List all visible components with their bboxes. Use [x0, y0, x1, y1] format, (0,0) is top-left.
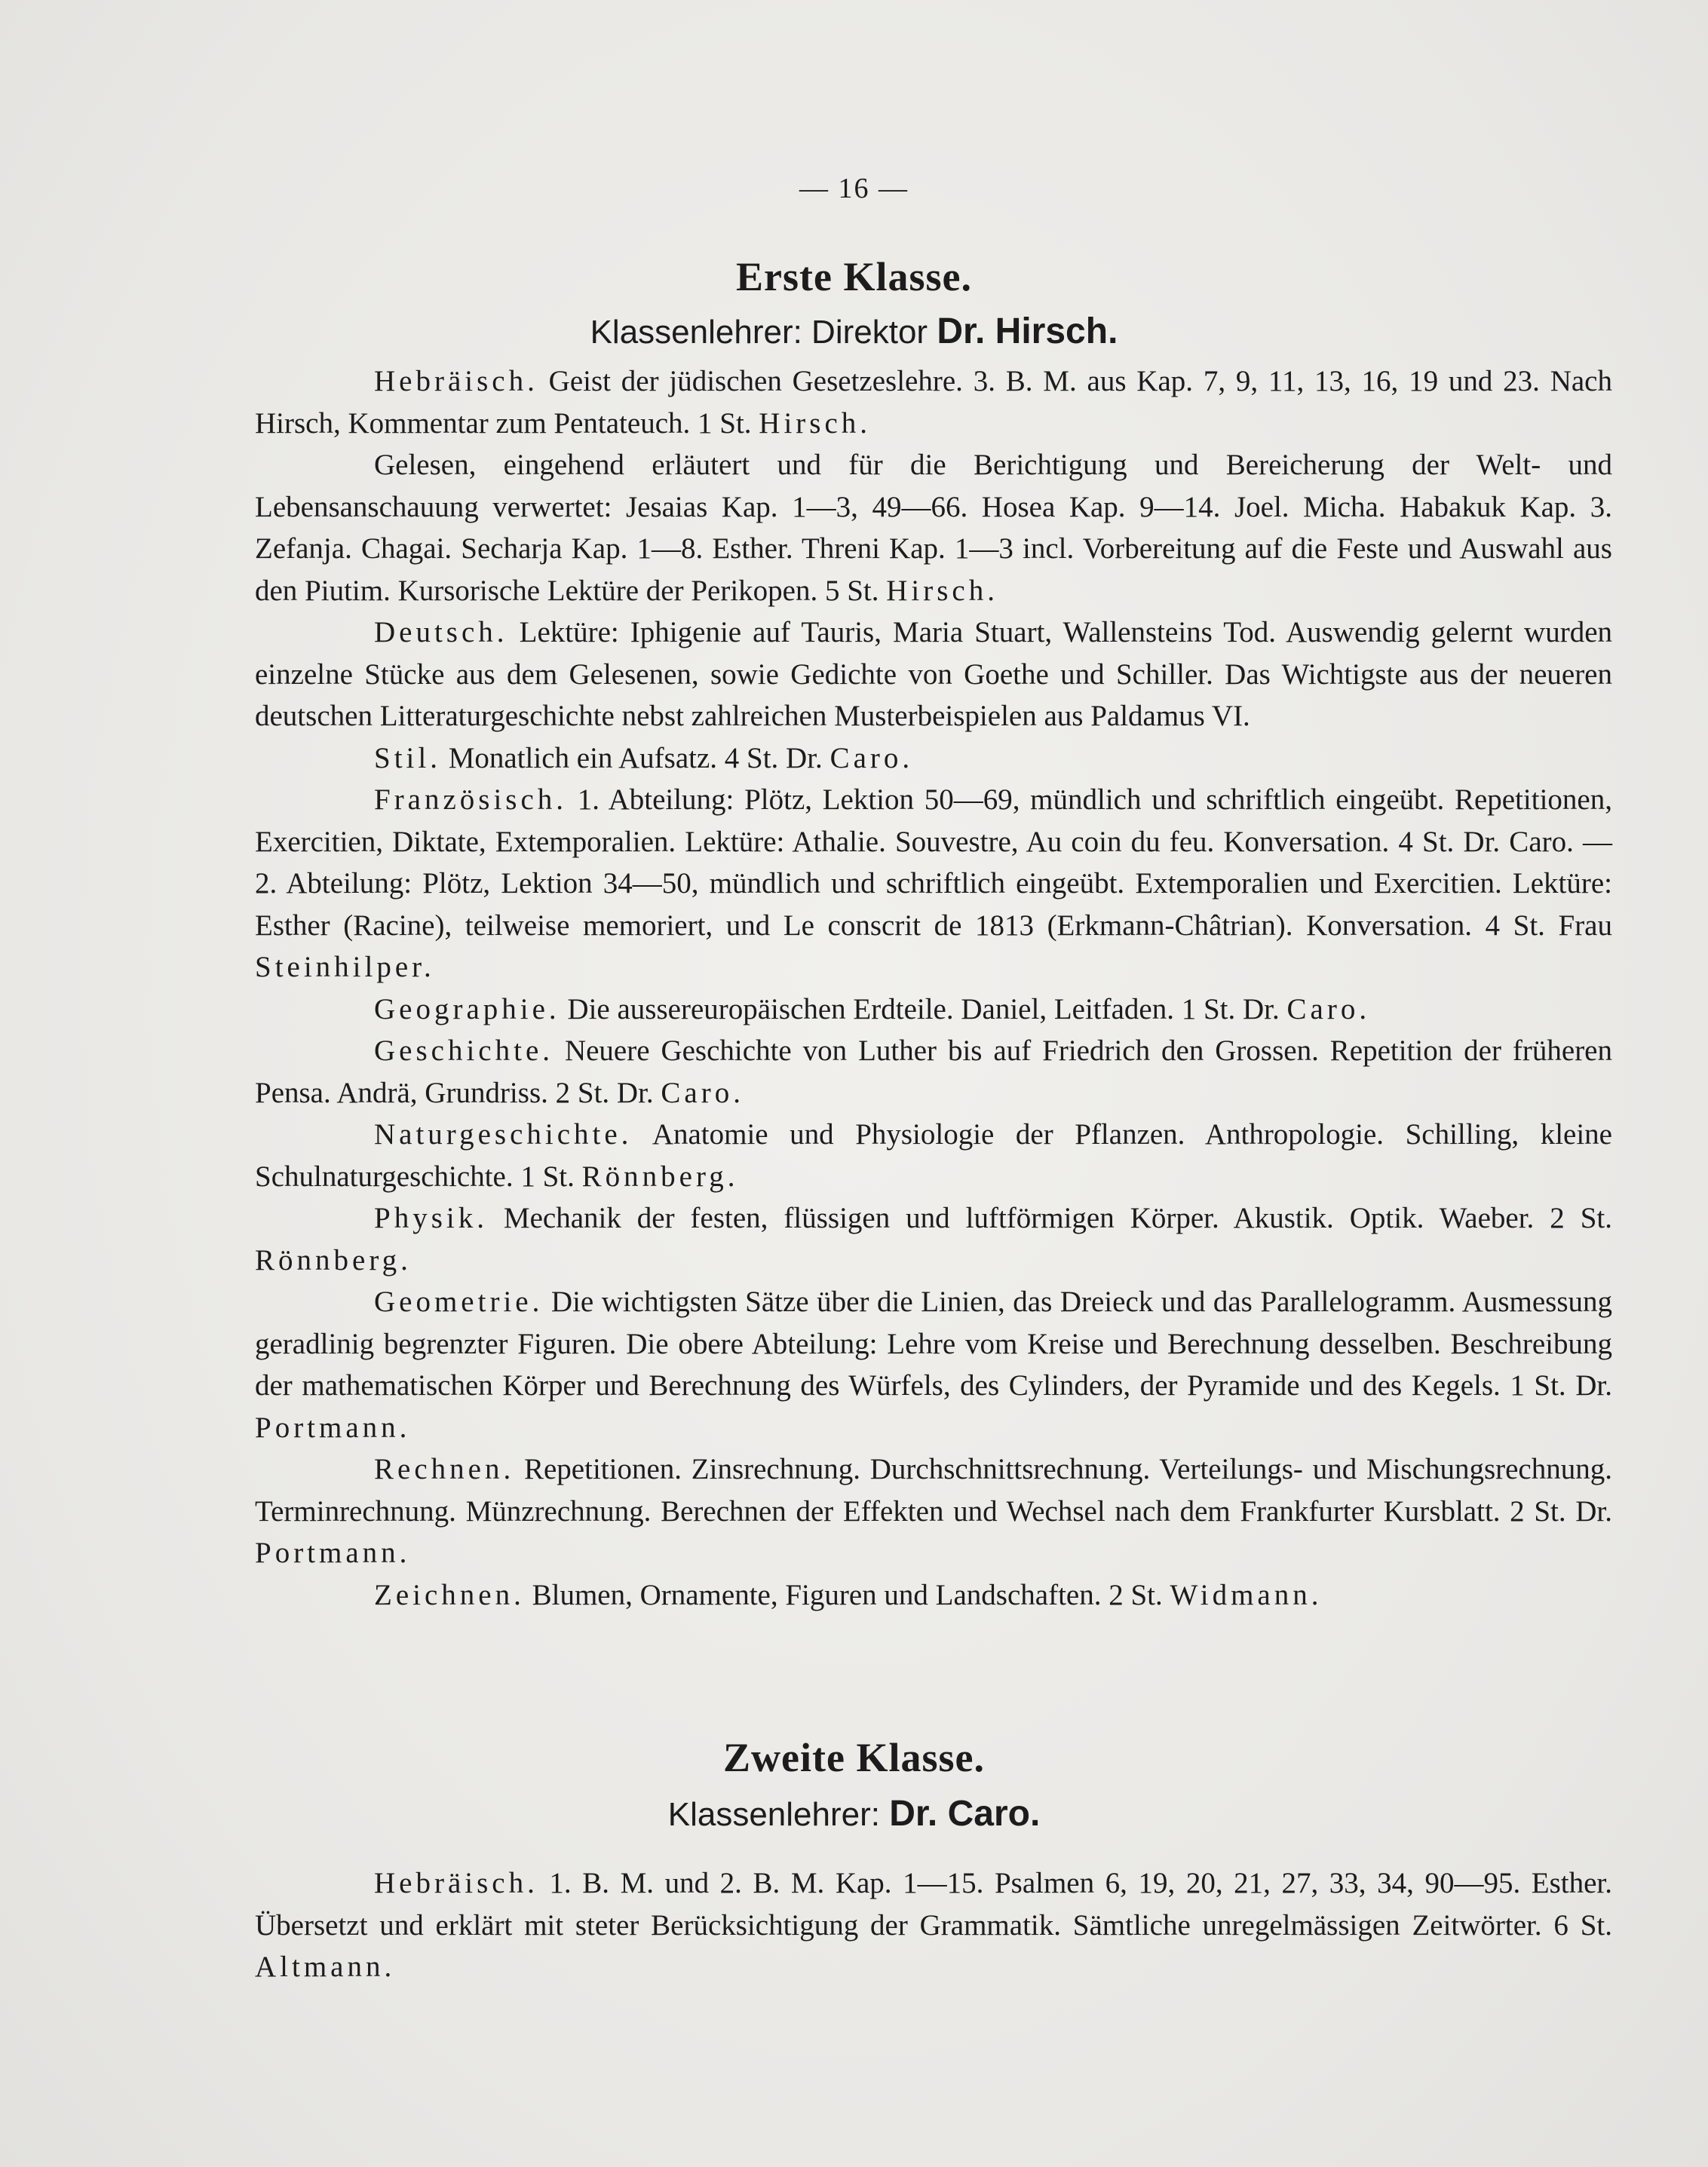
klassenlehrer-label: Klassenlehrer: Direktor — [590, 314, 928, 351]
klassenlehrer-name: Dr. Hirsch. — [937, 311, 1118, 351]
teacher-name: Portmann. — [255, 1411, 411, 1444]
subject-name: Hebräisch. — [374, 365, 538, 397]
teacher-name: Caro. — [661, 1076, 744, 1109]
subject-description: Lektüre: Iphigenie auf Tauris, Maria Stuart, Wallensteins Tod. Auswendig gelernt wurden einzelne Stücke aus dem Gelesenen, sowie Gedichte von Goethe und Schiller. Das Wichtigste aus der neueren deutschen Litteraturgeschichte nebst zahlreichen Musterbeispielen aus Paldamus VI. — [255, 616, 1612, 732]
subject-paragraph — [255, 1114, 1612, 1197]
subject-paragraph — [255, 611, 1612, 737]
subject-description: Mechanik der festen, flüssigen und luftförmigen Körper. Akustik. Optik. Waeber. 2 St. — [487, 1202, 1612, 1234]
page-number: — 16 — — [799, 173, 909, 204]
teacher-name: Portmann. — [255, 1537, 411, 1569]
teacher-name: Altmann. — [255, 1951, 396, 1983]
subject-name: Hebräisch. — [374, 1867, 538, 1899]
teacher-name: Caro. — [1286, 992, 1371, 1025]
klassenlehrer-label: Klassenlehrer: — [667, 1796, 880, 1833]
subject-description: Monatlich ein Aufsatz. 4 St. Dr. — [440, 741, 830, 774]
subject-paragraph — [255, 1862, 1612, 1988]
subject-description: 1. B. M. und 2. B. M. Kap. 1—15. Psalmen 6, 19, 20, 21, 27, 33, 34, 90—95. Esther. Übersetzt und erklärt mit steter Berücksichtigung der Grammatik. Sämtliche unregelmässigen Zeitwörter. 6 St. — [255, 1867, 1612, 1942]
klassenlehrer-name: Dr. Caro. — [889, 1794, 1041, 1834]
teacher-name: Hirsch. — [759, 406, 872, 440]
subject-paragraph — [255, 1030, 1612, 1114]
teacher-name: Steinhilper. — [255, 951, 435, 983]
subject-paragraph — [255, 1574, 1612, 1617]
erste-klasse-curriculum — [255, 360, 1612, 1616]
subject-name: Zeichnen. — [374, 1578, 525, 1611]
section-title-erste-klasse: Erste Klasse. — [736, 254, 972, 299]
subject-name: Geschichte. — [374, 1034, 554, 1067]
subject-name: Geographie. — [374, 992, 560, 1025]
subject-name: Physik. — [374, 1202, 488, 1234]
subject-paragraph — [255, 360, 1612, 444]
teacher-name: Hirsch. — [886, 574, 998, 607]
klassenlehrer-line-erste — [0, 311, 1708, 352]
subject-paragraph — [255, 1448, 1612, 1574]
klassenlehrer-line-zweite — [0, 1793, 1708, 1834]
subject-description: Die wichtigsten Sätze über die Linien, das Dreieck und das Parallelogramm. Ausmessung geradlinig begrenzter Figuren. Die obere Abteilung: Lehre vom Kreise und Berechnung desselben. Beschreibung der mathematischen Körper und Berechnung des Würfels, des Cylinders, der Pyramide und des Kegels. 1 St. Dr. — [255, 1286, 1612, 1402]
teacher-name: Rönnberg. — [255, 1243, 412, 1277]
zweite-klasse-curriculum — [255, 1862, 1612, 1988]
subject-name: Französisch. — [374, 783, 568, 816]
teacher-name: Caro. — [829, 741, 914, 774]
subject-name: Geometrie. — [374, 1286, 544, 1318]
subject-description: Die aussereuropäischen Erdteile. Daniel, Leitfaden. 1 St. Dr. — [560, 992, 1287, 1025]
subject-description: Anatomie und Physiologie der Pflanzen. Anthropologie. Schilling, kleine Schulnaturgeschichte. 1 St. — [255, 1118, 1612, 1193]
subject-description: Repetitionen. Zinsrechnung. Durchschnittsrechnung. Verteilungs- und Mischungsrechnung. Terminrechnung. Münzrechnung. Berechnen der Effekten und Wechsel nach dem Frankfurter Kursblatt. 2 St. Dr. — [255, 1453, 1612, 1528]
subject-paragraph — [255, 779, 1612, 988]
subject-name: Deutsch. — [374, 616, 508, 648]
subject-name: Stil. — [374, 741, 441, 774]
teacher-name: Rönnberg. — [581, 1160, 739, 1193]
subject-name: Rechnen. — [374, 1453, 515, 1485]
section-title-zweite-klasse: Zweite Klasse. — [723, 1735, 985, 1780]
subject-description: Blumen, Ornamente, Figuren und Landschaften. 2 St. — [524, 1578, 1170, 1611]
subject-paragraph — [255, 444, 1612, 611]
teacher-name: Widmann. — [1170, 1578, 1323, 1611]
subject-description: Neuere Geschichte von Luther bis auf Friedrich den Grossen. Repetition der früheren Pensa. Andrä, Grundriss. 2 St. Dr. — [255, 1034, 1612, 1109]
subject-paragraph — [255, 988, 1612, 1031]
subject-paragraph — [255, 1197, 1612, 1281]
subject-description: 1. Abteilung: Plötz, Lektion 50—69, mündlich und schriftlich eingeübt. Repetitionen, Exercitien, Diktate, Extemporalien. Lektüre: Athalie. Souvestre, Au coin du feu. Konversation. 4 St. Dr. Caro. — 2. Abteilung: Plötz, Lektion 34—50, mündlich und schriftlich eingeübt. Extemporalien und Exercitien. Lektüre: Esther (Racine), teilweise memoriert, und Le conscrit de 1813 (Erkmann-Châtrian). Konversation. 4 St. Frau — [255, 783, 1612, 942]
subject-name: Naturgeschichte. — [374, 1118, 633, 1151]
subject-description: Geist der jüdischen Gesetzeslehre. 3. B. M. aus Kap. 7, 9, 11, 13, 16, 19 und 23. Nach Hirsch, Kommentar zum Pentateuch. 1 St. — [255, 365, 1612, 440]
subject-description: Gelesen, eingehend erläutert und für die Berichtigung und Bereicherung der Welt- und Lebensanschauung verwertet: Jesaias Kap. 1—3, 49—66. Hosea Kap. 9—14. Joel. Micha. Habakuk Kap. 3. Zefanja. Chagai. Secharja Kap. 1—8. Esther. Threni Kap. 1—3 incl. Vorbereitung auf die Feste und Auswahl aus den Piutim. Kursorische Lektüre der Perikopen. 5 St. — [255, 449, 1612, 607]
subject-paragraph — [255, 1281, 1612, 1448]
subject-paragraph — [255, 737, 1612, 780]
